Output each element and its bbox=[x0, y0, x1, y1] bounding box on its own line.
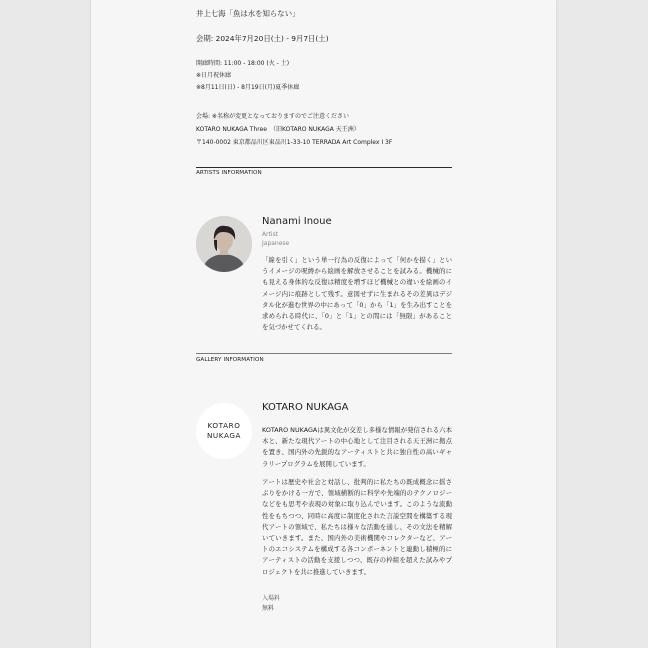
gallery-logo-line-2: NUKAGA bbox=[206, 431, 242, 440]
venue-note: 会場: ※名称が変更となっておりますのでご注意ください bbox=[196, 113, 349, 120]
exhibition-hours: 開廊時間: 11:00 - 18:00 (火 - 土) bbox=[196, 60, 290, 67]
artist-name: Nanami Inoue bbox=[262, 216, 332, 227]
artist-bio: 「線を引く」という単一行為の反復によって「何かを描く」というイメージの呪縛から絵画を解放させることを試みる。機械的にも見える身体的な反復は精度を増すほど機械との違いを絵画のイメージ内に痕跡として残す。意図せずに生まれるその差異はデジタル化が進む世界の中にあって「0」から「1」を生み出すことを求められる時代に、「0」と「1」との間には「無限」があることを気づかせてくれる。 bbox=[262, 256, 452, 332]
venue-name: KOTARO NUKAGA Three （旧KOTARO NUKAGA 天王洲） bbox=[196, 126, 360, 133]
gallery-description-2: アートは歴史や社会と対話し、批判的に私たちの既成概念に揺さぶりをかける一方で、領域横断的に科学や先端的のテクノロジーなどをも思考や表現の対象に取り込んでいます。このような流動性をもちつつ、同時に高度に制度化された言説空間を構築する現代アートの領域で、私たちは様々な活動を通し、その文法を精解いていきます。また、国内外の美術機関やコレクターなど、アートのエコシステムを構成する各コンポーネントと連動し積極的にアーティストの活動を支援しつつ、既存の枠組を超えた試みやプロジェクトを共に推進していきます。 bbox=[262, 478, 452, 576]
summer-closure: ※8月11日(日) - 8月19日(月)夏季休廊 bbox=[196, 84, 300, 91]
gallery-divider bbox=[196, 353, 452, 354]
admission-label: 入場料 bbox=[262, 595, 281, 602]
gallery-description-1: KOTARO NUKAGAは異文化が交差し多様な情報が発信される六本木と、新たな現代アートの中心地として注目される天王洲に拠点を置き、国内外の先鋭的なアーティストと共に独自性の高いギャラリープログラムを展開しています。 bbox=[262, 426, 452, 468]
artist-nationality: Japanese bbox=[262, 240, 290, 247]
artist-avatar bbox=[196, 216, 252, 272]
admission-value: 無料 bbox=[262, 605, 275, 612]
venue-address: 〒140-0002 東京都品川区東品川1-33-10 TERRADA Art Complex I 3F bbox=[196, 139, 393, 146]
exhibition-period: 会期: 2024年7月20日(土) - 9月7日(土) bbox=[196, 34, 329, 43]
artists-section-label: ARTISTS INFORMATION bbox=[196, 170, 262, 176]
gallery-logo-line-1: KOTARO bbox=[207, 421, 241, 430]
artist-portrait-icon bbox=[196, 216, 252, 272]
exhibition-title: 井上七海「魚は水を知らない」 bbox=[196, 9, 300, 18]
gallery-section-label: GALLERY INFORMATION bbox=[196, 357, 264, 363]
closed-days: ※日月祝休廊 bbox=[196, 72, 232, 79]
artists-divider bbox=[196, 167, 452, 168]
artist-role: Artist bbox=[262, 231, 279, 238]
gallery-logo bbox=[196, 403, 252, 459]
gallery-name: KOTARO NUKAGA bbox=[262, 402, 349, 413]
